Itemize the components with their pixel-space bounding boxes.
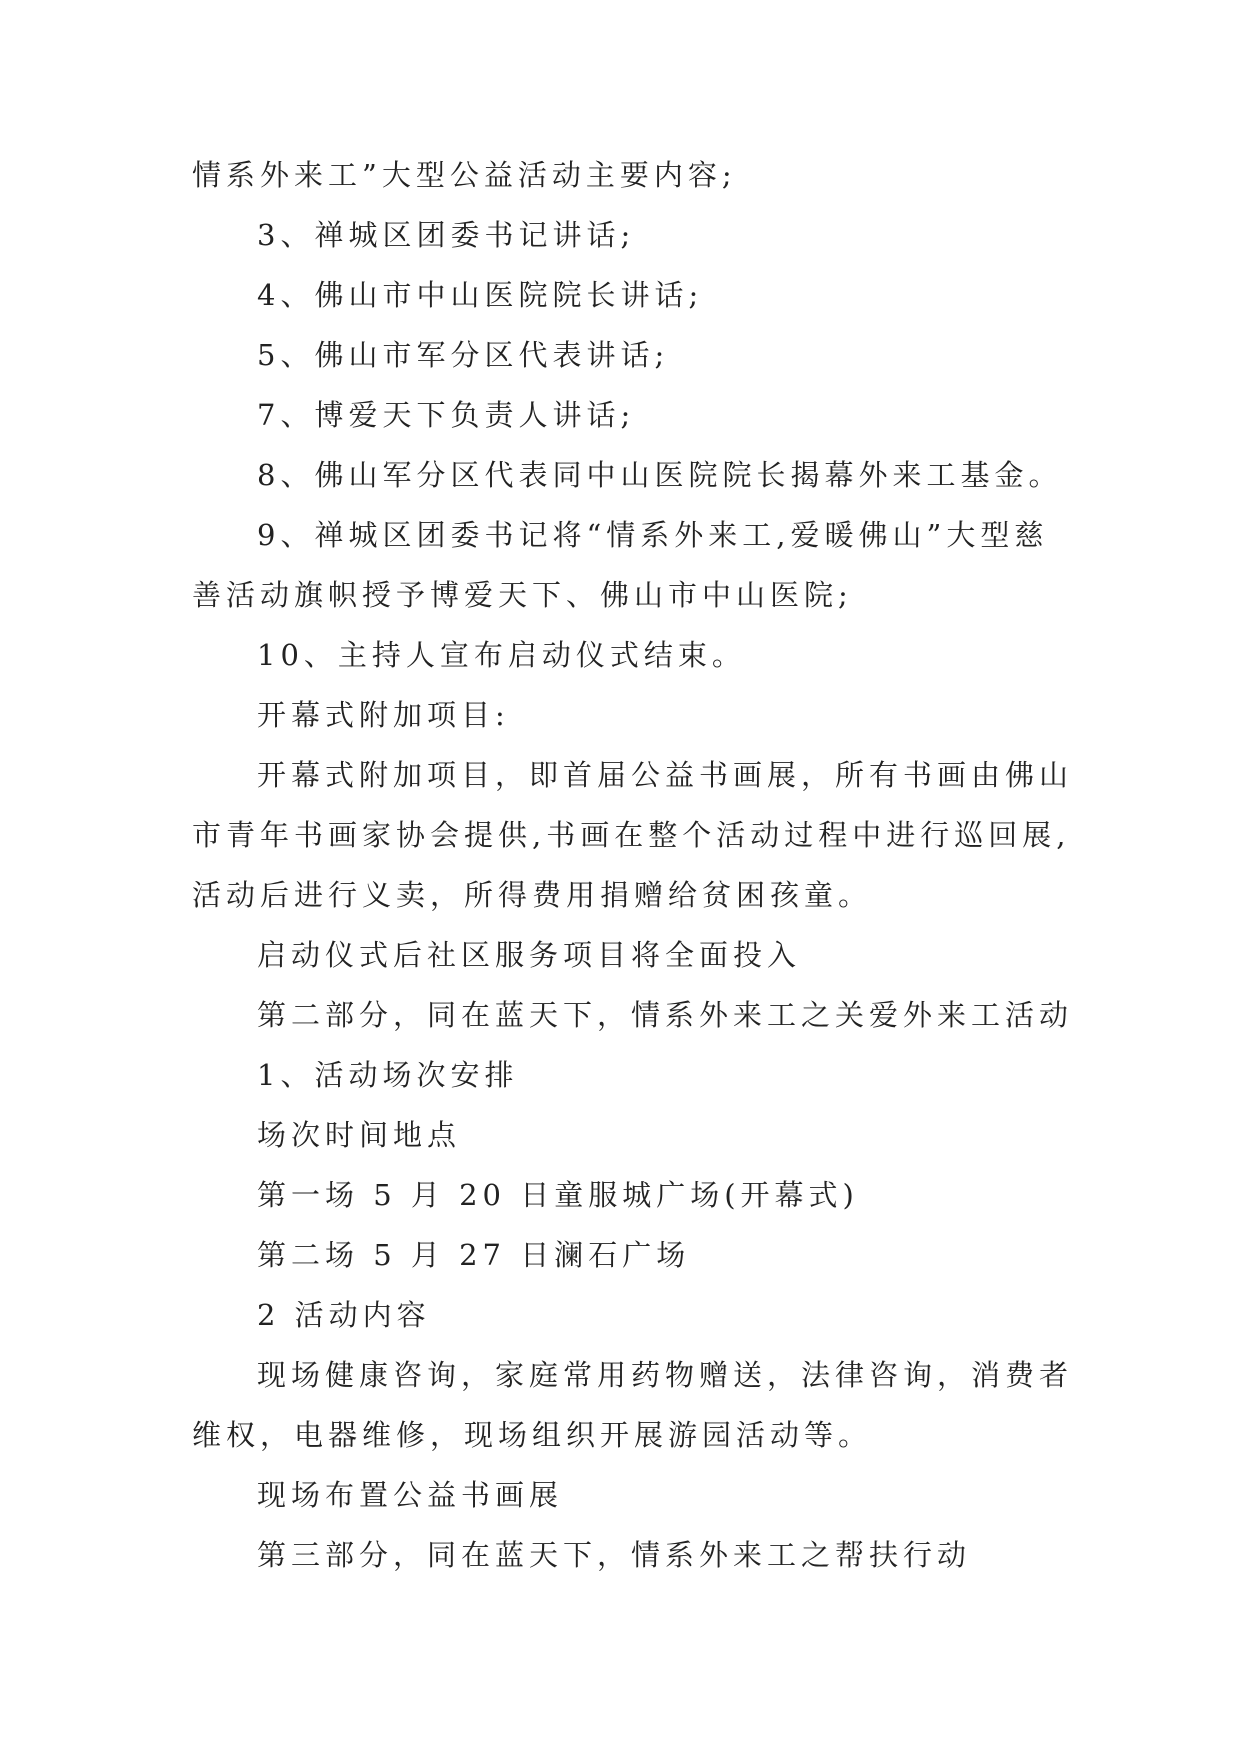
text-line: 3、禅城区团委书记讲话; (257, 218, 636, 252)
text-line: 市青年书画家协会提供,书画在整个活动过程中进行巡回展, (192, 818, 1071, 852)
text-line: 9、禅城区团委书记将“情系外来工,爱暖佛山”大型慈 (257, 518, 1049, 552)
text-line: 10、主持人宣布启动仪式结束。 (257, 638, 746, 672)
text-line: 现场健康咨询，家庭常用药物赠送，法律咨询，消费者 (257, 1358, 1074, 1392)
text-line: 现场布置公益书画展 (257, 1478, 564, 1512)
text-line: 维权，电器维修，现场组织开展游园活动等。 (192, 1418, 873, 1452)
text-line: 场次时间地点 (257, 1118, 462, 1152)
text-line: 第二场 5 月 27 日澜石广场 (257, 1238, 691, 1272)
text-line: 第一场 5 月 20 日童服城广场(开幕式) (257, 1178, 859, 1212)
text-line: 开幕式附加项目: (257, 698, 510, 732)
text-line: 4、佛山市中山医院院长讲话; (257, 278, 704, 312)
text-line: 活动后进行义卖，所得费用捐赠给贫困孩童。 (192, 878, 873, 912)
text-line: 善活动旗帜授予博爱天下、佛山市中山医院; (192, 578, 853, 612)
text-line: 2 活动内容 (257, 1298, 431, 1332)
text-line: 启动仪式后社区服务项目将全面投入 (257, 938, 802, 972)
text-line: 第三部分，同在蓝天下，情系外来工之帮扶行动 (257, 1538, 972, 1572)
text-line: 第二部分，同在蓝天下，情系外来工之关爱外来工活动 (257, 998, 1074, 1032)
text-line: 情系外来工”大型公益活动主要内容; (192, 158, 737, 192)
text-line: 5、佛山市军分区代表讲话; (257, 338, 670, 372)
document-body (192, 156, 1074, 1596)
text-line: 7、博爱天下负责人讲话; (257, 398, 636, 432)
text-line: 开幕式附加项目，即首届公益书画展，所有书画由佛山 (257, 758, 1074, 792)
text-line: 1、活动场次安排 (257, 1058, 519, 1092)
text-line: 8、佛山军分区代表同中山医院院长揭幕外来工基金。 (257, 458, 1063, 492)
